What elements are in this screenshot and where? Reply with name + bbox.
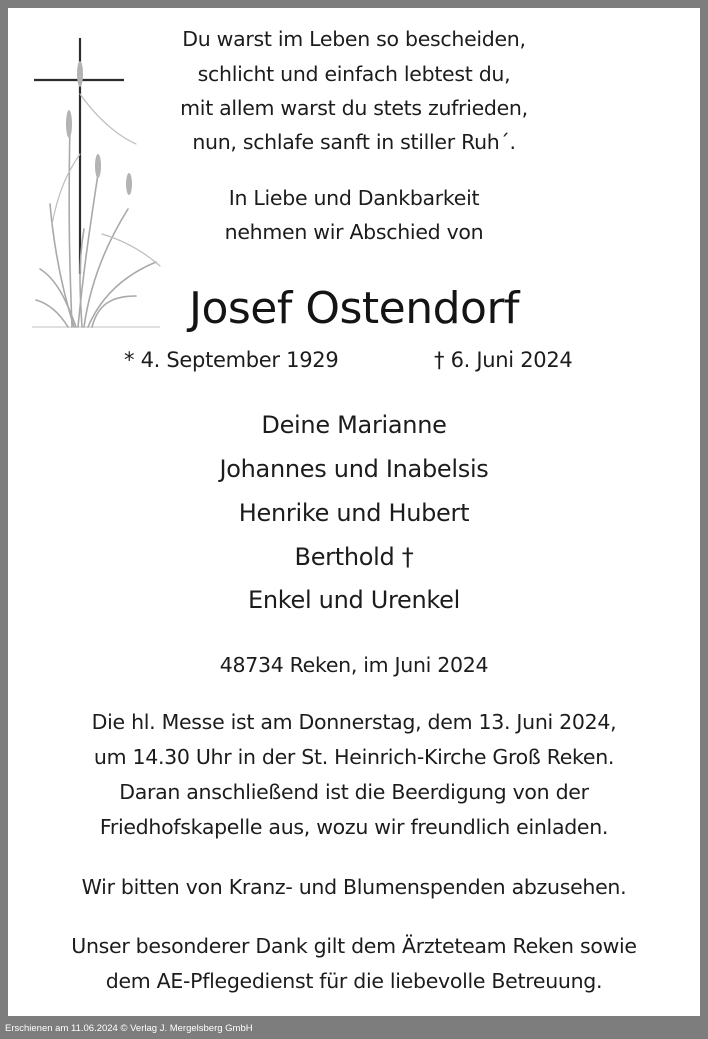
publication-footer: Erschienen am 11.06.2024 © Verlag J. Mergelsberg GmbH bbox=[5, 1023, 253, 1034]
family-member: Berthold † bbox=[294, 543, 414, 571]
mass-info-line: um 14.30 Uhr in der St. Heinrich-Kirche Groß Reken. bbox=[93, 745, 615, 769]
family-member: Henrike und Hubert bbox=[238, 499, 470, 527]
obituary-card bbox=[8, 8, 700, 1016]
family-member: Johannes und Inabelsis bbox=[219, 455, 489, 483]
family-member: Enkel und Urenkel bbox=[247, 586, 461, 614]
death-date: † 6. Juni 2024 bbox=[434, 348, 573, 372]
poem-line: mit allem warst du stets zufrieden, bbox=[180, 96, 528, 120]
mass-info-line: Friedhofskapelle aus, wozu wir freundlich einladen. bbox=[99, 815, 609, 839]
deceased-name: Josef Ostendorf bbox=[188, 283, 520, 334]
thanks-line: Unser besonderer Dank gilt dem Ärzteteam Reken sowie bbox=[71, 934, 637, 958]
birth-date: * 4. September 1929 bbox=[124, 348, 339, 372]
mass-info-line: Die hl. Messe ist am Donnerstag, dem 13. Juni 2024, bbox=[91, 710, 617, 734]
poem-line: nun, schlafe sanft in stiller Ruh´. bbox=[192, 130, 516, 154]
intro-line: In Liebe und Dankbarkeit bbox=[228, 186, 480, 210]
mass-info-line: Daran anschließend ist die Beerdigung von der bbox=[119, 780, 589, 804]
family-member: Deine Marianne bbox=[261, 411, 447, 439]
poem-line: schlicht und einfach lebtest du, bbox=[197, 62, 511, 86]
poem-line: Du warst im Leben so bescheiden, bbox=[182, 27, 526, 51]
thanks-line: dem AE-Pflegedienst für die liebevolle Betreuung. bbox=[105, 969, 603, 993]
flowers-note: Wir bitten von Kranz- und Blumenspenden abzusehen. bbox=[81, 875, 627, 899]
intro-line: nehmen wir Abschied von bbox=[224, 220, 484, 244]
place-date: 48734 Reken, im Juni 2024 bbox=[219, 653, 489, 677]
